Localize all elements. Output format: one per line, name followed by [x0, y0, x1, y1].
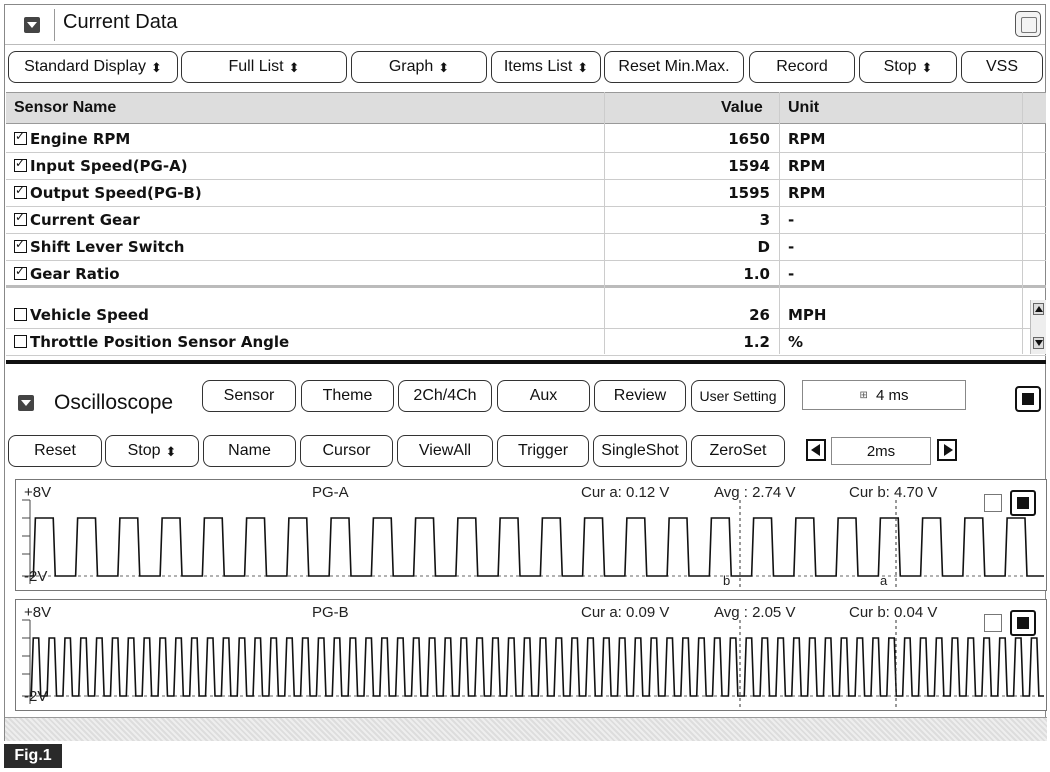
channel-name: PG-B [312, 604, 349, 621]
table-header [6, 92, 1046, 124]
table-row[interactable] [6, 180, 1046, 207]
channel-name: PG-A [312, 484, 349, 501]
toolbar-record-button-label: Record [776, 58, 828, 75]
table-row[interactable] [6, 234, 1046, 261]
spinner-icon: ⬍ [438, 59, 450, 75]
toolbar-items-list-button-label: Items List [503, 58, 573, 75]
timer-icon: ⊞ [859, 389, 868, 401]
toolbar-standard-display-button-label: Standard Display [24, 58, 146, 75]
row-checkbox[interactable] [14, 159, 27, 172]
osc-name-button[interactable] [203, 435, 296, 467]
average-value: Avg : 2.74 V [714, 484, 796, 501]
table-row[interactable] [6, 329, 1046, 356]
row-checkbox[interactable] [14, 213, 27, 226]
horizontal-scrollbar[interactable] [5, 717, 1047, 741]
cursor-b-marker: b [723, 573, 731, 588]
scale-bottom: -2V [24, 568, 48, 585]
title-divider [54, 9, 55, 41]
cursor-a-value: Cur a: 0.09 V [581, 604, 670, 621]
osc-singleshot-button[interactable] [593, 435, 687, 467]
toolbar-graph-button-label: Graph [388, 58, 434, 75]
osc-cursor-button[interactable] [300, 435, 393, 467]
channel-graph-pg-b[interactable] [15, 599, 1047, 711]
osc-zeroset-button-label: ZeroSet [709, 442, 767, 459]
scroll-down-icon[interactable] [1033, 337, 1044, 349]
cursor-a-marker: a [880, 573, 888, 588]
osc-reset-button[interactable] [8, 435, 102, 467]
sensor-name [14, 157, 188, 175]
osc-trigger-button[interactable] [497, 435, 589, 467]
sensor-name [14, 130, 130, 148]
scale-top: +8V [24, 484, 52, 501]
button-label: Review [613, 387, 667, 404]
table-row[interactable] [6, 261, 1046, 288]
toolbar-full-list-button-label: Full List [228, 58, 284, 75]
scale-bottom: -2V [24, 688, 48, 705]
sensor-name [14, 238, 184, 256]
spinner-icon: ⬍ [150, 59, 162, 75]
sensor-unit: % [788, 333, 804, 351]
toolbar-stop-button[interactable] [859, 51, 957, 83]
signal-trace [30, 518, 1044, 576]
table-scrollbar[interactable] [1030, 300, 1046, 354]
sensor-name-text: Gear Ratio [30, 265, 120, 283]
osc-2ch-4ch-button[interactable] [398, 380, 492, 412]
osc-name-button-label: Name [228, 442, 271, 459]
osc-stop-button[interactable] [105, 435, 199, 467]
spinner-icon: ⬍ [165, 443, 177, 459]
spinner-icon: ⬍ [288, 59, 300, 75]
time-div-display [831, 437, 931, 465]
osc-viewall-button[interactable] [397, 435, 493, 467]
osc-singleshot-button-label: SingleShot [601, 442, 679, 459]
sensor-name-text: Current Gear [30, 211, 140, 229]
osc-user-setting-button[interactable] [691, 380, 785, 412]
sensor-value: 1.2 [743, 333, 770, 351]
sensor-value: 1.0 [743, 265, 770, 283]
sensor-name-text: Engine RPM [30, 130, 131, 148]
panel-separator [6, 360, 1046, 364]
toolbar-standard-display-button[interactable] [8, 51, 178, 83]
sensor-name [14, 184, 202, 202]
osc-theme-button[interactable] [301, 380, 394, 412]
sensor-value: 3 [759, 211, 770, 229]
sensor-name [14, 333, 289, 351]
toolbar-full-list-button[interactable] [181, 51, 347, 83]
button-label: 2Ch/4Ch [413, 387, 477, 404]
osc-stop-button-label: Stop [127, 442, 161, 459]
table-row[interactable] [6, 126, 1046, 153]
sensor-value: 1595 [728, 184, 770, 202]
col-divider [1022, 92, 1023, 354]
sensor-value: 1594 [728, 157, 770, 175]
toolbar-graph-button[interactable] [351, 51, 487, 83]
record-stop-icon[interactable] [1015, 386, 1041, 412]
sensor-name [14, 211, 140, 229]
osc-reset-button-label: Reset [34, 442, 76, 459]
maximize-icon[interactable] [1015, 11, 1041, 37]
osc-zeroset-button[interactable] [691, 435, 785, 467]
time-increase-icon[interactable] [937, 439, 957, 461]
sensor-name-text: Vehicle Speed [30, 306, 149, 324]
toolbar-record-button[interactable] [749, 51, 855, 83]
time-div: 2ms [866, 442, 896, 460]
sensor-unit: - [788, 265, 795, 283]
row-checkbox[interactable] [14, 240, 27, 253]
toolbar-stop-button-label: Stop [883, 58, 917, 75]
table-row[interactable] [6, 302, 1046, 329]
toolbar-vss-button[interactable] [961, 51, 1043, 83]
sensor-name-text: Input Speed(PG-A) [30, 157, 188, 175]
sensor-name [14, 306, 149, 324]
toolbar-items-list-button[interactable] [491, 51, 601, 83]
average-value: Avg : 2.05 V [714, 604, 796, 621]
sensor-unit: RPM [788, 130, 826, 148]
sample-time-display [802, 380, 966, 410]
time-decrease-icon[interactable] [806, 439, 826, 461]
signal-trace [30, 638, 1044, 696]
row-checkbox[interactable] [14, 335, 27, 348]
button-label: User Setting [699, 388, 777, 404]
sensor-value: D [757, 238, 770, 256]
channel-stop-icon[interactable] [1010, 610, 1036, 636]
sensor-name-text: Output Speed(PG-B) [30, 184, 202, 202]
current-data-titlebar [5, 5, 1045, 45]
scroll-up-icon[interactable] [1033, 303, 1044, 315]
sensor-unit: RPM [788, 157, 826, 175]
row-checkbox[interactable] [14, 267, 27, 280]
channel-select-checkbox[interactable] [984, 494, 1002, 512]
sensor-name-text: Throttle Position Sensor Angle [30, 333, 290, 351]
scale-top: +8V [24, 604, 52, 621]
sensor-value: 26 [749, 306, 770, 324]
toolbar-vss-button-label: VSS [985, 58, 1018, 75]
toolbar-reset-min-max--button[interactable] [604, 51, 744, 83]
current-data-title: Current Data [63, 11, 178, 33]
table-row[interactable] [6, 153, 1046, 180]
row-checkbox[interactable] [14, 186, 27, 199]
sample-time: 4 ms [875, 386, 909, 404]
sensor-name-text: Shift Lever Switch [30, 238, 185, 256]
spinner-icon: ⬍ [577, 59, 589, 75]
col-sensor-name: Sensor Name [14, 99, 117, 116]
app-frame [4, 4, 1046, 741]
col-unit: Unit [788, 99, 820, 116]
spinner-icon: ⬍ [921, 59, 933, 75]
oscilloscope-collapse-icon[interactable] [18, 395, 34, 411]
sensor-unit: - [788, 238, 795, 256]
channel-graph-pg-a[interactable] [15, 479, 1047, 591]
col-divider [604, 92, 605, 354]
col-value: Value [721, 99, 763, 116]
button-label: Sensor [223, 387, 275, 404]
cursor-b-value: Cur b: 0.04 V [849, 604, 938, 621]
table-row[interactable] [6, 207, 1046, 234]
oscilloscope-title: Oscilloscope [54, 391, 174, 414]
cursor-a-value: Cur a: 0.12 V [581, 484, 670, 501]
osc-sensor-button[interactable] [202, 380, 296, 412]
sensor-unit: - [788, 211, 795, 229]
toolbar-reset-min-max--button-label: Reset Min.Max. [618, 58, 730, 75]
osc-aux-button[interactable] [497, 380, 590, 412]
osc-cursor-button-label: Cursor [322, 442, 371, 459]
sensor-unit: RPM [788, 184, 826, 202]
row-checkbox[interactable] [14, 132, 27, 145]
sensor-name [14, 265, 120, 283]
collapse-icon[interactable] [24, 17, 40, 33]
figure-label: Fig.1 [4, 744, 62, 768]
button-label: Aux [529, 387, 558, 404]
col-divider [779, 92, 780, 354]
button-label: Theme [322, 387, 373, 404]
channel-stop-icon[interactable] [1010, 490, 1036, 516]
row-checkbox[interactable] [14, 308, 27, 321]
sensor-unit: MPH [788, 306, 827, 324]
osc-viewall-button-label: ViewAll [418, 442, 472, 459]
osc-trigger-button-label: Trigger [517, 442, 569, 459]
osc-review-button[interactable] [594, 380, 686, 412]
cursor-b-value: Cur b: 4.70 V [849, 484, 938, 501]
channel-select-checkbox[interactable] [984, 614, 1002, 632]
sensor-value: 1650 [728, 130, 770, 148]
